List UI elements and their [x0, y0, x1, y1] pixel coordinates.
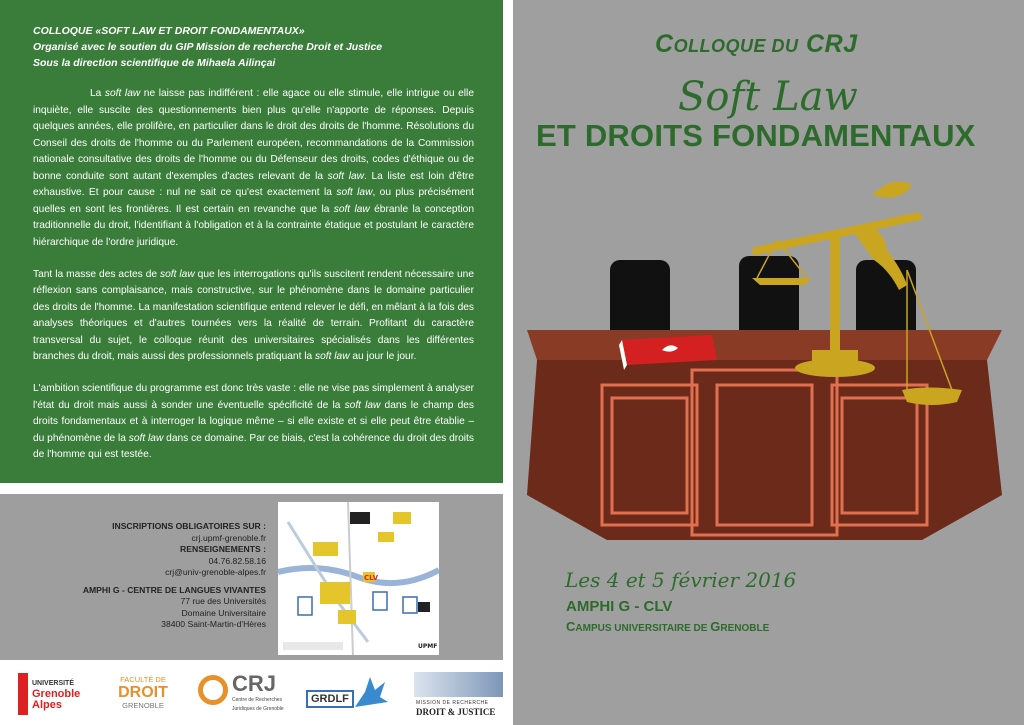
- uga-logo-line-2: Grenoble: [32, 688, 81, 700]
- paragraph-1: La soft law ne laisse pas indifférent : elle agace ou elle stimule, elle intrigue ou elle inquiète, elle suscite des questionnements bien plus qu'elle n'apporte de réponses. Depuis quelques années, elle prolifère, en particulier dans le droit des droits de l'homme. Résolutions du Conseil des droits de l'homme ou du Parlement européen, recommandations de la Commission nationale consultative des droits de l'homme ou du Défenseur des droits, codes d'éthique ou de bonne conduite sont autant d'exemples d'actes relevant de la soft law. La liste est loin d'être exhaustive. Et pour cause : nul ne sait ce qu'est exactement la soft law, ou plus précisément quelles en sont les frontières. Il est certain en revanche que la soft law ébranle la conception traditionnelle du droit, l'identifiant à l'obligation et à la contrainte étatique et postulant le caractère hiérarchique de l'ordre juridique.: [33, 88, 474, 248]
- venue-label: AMPHI G - CENTRE DE LANGUES VIVANTES: [82, 584, 266, 595]
- scale-pillar: [830, 230, 840, 360]
- header-line-3: Sous la direction scientifique de Mihaela Ailinçai: [33, 57, 276, 69]
- mission-logo-line-2: DROIT & JUSTICE: [416, 707, 496, 717]
- description-body: [33, 86, 474, 479]
- phone: 04.76.82.58.16: [208, 555, 266, 566]
- crj-logo: [232, 672, 284, 714]
- renseignements-label: RENSEIGNEMENTS :: [180, 544, 266, 554]
- paragraph-2: Tant la masse des actes de soft law que les interrogations qu'ils suscitent rendent nécessaire une réflexion sans complaisance, mais constructive, sur le phénomène dans le domaine particulier des droits de l'homme. La manifestation scientifique entend relever le défi, en mêlant à la fois des analyses théoriques et d'autres tournées vers la réalité de terrain. Profitant du caractère transversal du sujet, le colloque réunit des universitaires spécialisés dans les différentes branches du droit, mais aussi des professionnels pratiquant la soft law au jour le jour.: [33, 268, 475, 362]
- header-line-2: Organisé avec le soutien du GIP Mission de recherche Droit et Justice: [33, 41, 383, 53]
- crj-logo-line-2: Centre de Recherches: [232, 697, 283, 703]
- chair-left: [610, 260, 670, 340]
- campus-part-4: RENOBLE: [720, 623, 770, 634]
- uga-logo: [32, 678, 80, 711]
- title-droits-fondamentaux: ET DROITS FONDAMENTAUX: [536, 118, 976, 153]
- inscriptions-label: INSCRIPTIONS OBLIGATOIRES SUR :: [112, 521, 266, 531]
- faculte-logo-line-1: FACULTÉ DE: [120, 675, 166, 684]
- campus-part-1: C: [566, 619, 576, 634]
- email[interactable]: crj@univ-grenoble-alpes.fr: [165, 567, 266, 577]
- mission-logo-line-1: MISSION DE RECHERCHE: [416, 700, 489, 706]
- title-colloque-crj: [655, 30, 858, 59]
- chair-center: [739, 256, 799, 340]
- uga-logo-line-1: UNIVERSITÉ: [32, 680, 75, 687]
- title-soft-law: Soft Law: [678, 74, 858, 120]
- paragraph-3: L'ambition scientifique du programme est donc très vaste : elle ne vise pas simplement à analyser l'état du droit mais aussi à sonder une éventuelle spécificité de la soft law dans le champ des droits fondamentaux et à interroger la logique même – si elle existe et si elle peut être établie – du phénomène de la soft law dans ce domaine. Par ce biais, c'est la cohérence du droit des droits de l'homme qui est testée.: [33, 383, 474, 460]
- grdlf-logo: GRDLF: [306, 690, 354, 708]
- scale-pan-right: [902, 388, 962, 406]
- address-line-3: 38400 Saint-Martin-d'Hères: [161, 619, 266, 629]
- scale-pan-left: [752, 278, 812, 285]
- scale-foot: [812, 350, 858, 364]
- desk-body: [527, 360, 1002, 540]
- info-block: [40, 521, 266, 631]
- mission-logo-banner: [414, 672, 504, 697]
- crj-logo-text: CRJ: [232, 671, 277, 696]
- uga-logo-bar: [18, 673, 28, 715]
- campus-part-2: AMPUS UNIVERSITAIRE DE: [575, 623, 711, 634]
- grdlf-hand-icon: [350, 672, 390, 712]
- mission-logo: [414, 672, 504, 720]
- title-cap-c: C: [655, 30, 674, 58]
- title-crj: CRJ: [806, 30, 858, 58]
- map-label-clv: CLV: [364, 574, 379, 582]
- event-date: Les 4 et 5 février 2016: [565, 568, 797, 592]
- inscriptions-link[interactable]: crj.upmf-grenoble.fr: [191, 532, 266, 543]
- map-drawing: [278, 502, 439, 655]
- campus-map: [278, 502, 439, 655]
- event-campus: [566, 619, 769, 634]
- map-label-upmf: UPMF: [418, 643, 438, 650]
- crj-logo-circle: [198, 675, 228, 705]
- crj-logo-line-3: Juridiques de Grenoble: [232, 706, 284, 712]
- campus-part-3: G: [710, 619, 721, 634]
- faculte-logo-line-2: DROIT: [118, 684, 168, 701]
- uga-logo-line-3: Alpes: [32, 699, 62, 711]
- header-line-1: COLLOQUE «SOFT LAW ET DROIT FONDAMENTAUX»: [33, 25, 305, 37]
- address-line-2: Domaine Universitaire: [181, 607, 266, 618]
- faculte-logo-line-3: GRENOBLE: [122, 701, 164, 710]
- scale-ornament: [872, 182, 912, 198]
- address-line-1: 77 rue des Universités: [180, 596, 266, 606]
- courtroom-illustration: [512, 160, 1024, 560]
- faculte-droit-logo: [113, 673, 173, 712]
- title-small-caps: OLLOQUE DU: [673, 36, 799, 56]
- event-venue: AMPHI G - CLV: [566, 598, 673, 615]
